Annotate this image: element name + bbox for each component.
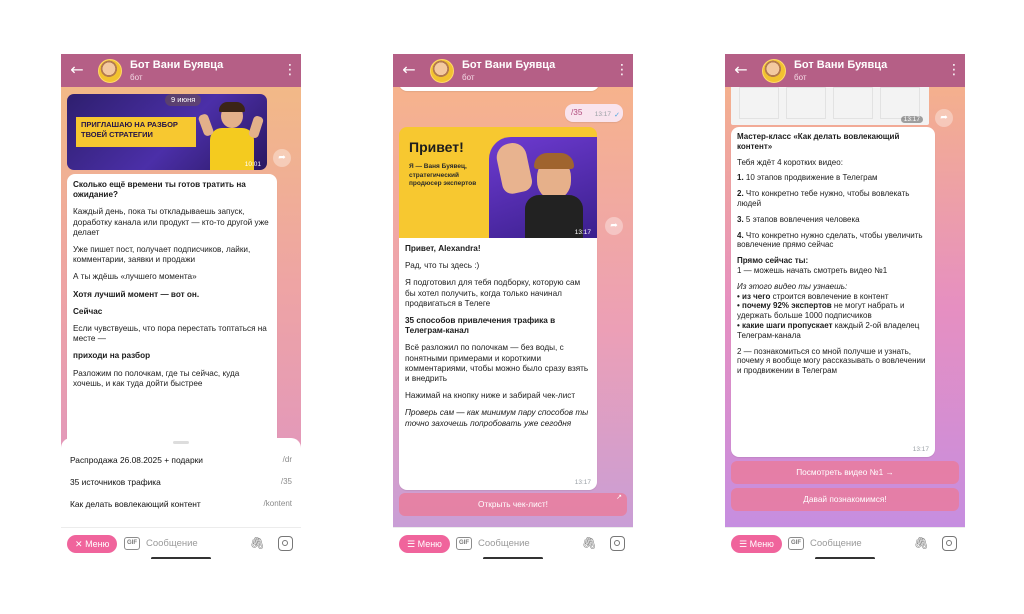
promo-title: Привет! (409, 139, 464, 155)
message-text-bold: Прямо сейчас ты: (737, 256, 809, 266)
message-bubble[interactable]: Мастер-класс «Как делать вовлекающий контент» Тебя ждёт 4 коротких видео: 1. 10 этапов продвижение в Телеграм 2. Что конкретно тебе нужно, чтобы вовлекать людей 3. 5 этапов вовлечения человека 4. Что конкретно нужно сделать, чтобы увеличить вовлечение прямо сейчас Прямо сейчас ты: 1 — можешь начать смотреть видео №1 Из этого видео ты узнаешь: • из чего строится вовлечение в контент • почему 92% экспертов не могут набрать и удержать больше 1000 подписчиков • какие шаги пропускает каждый 2-ой владелец Телеграм-канала 2 — познакомиться со мной получше и узнать, почему я вообще могу рассказывать о вовлечении и продвижении в Телеграм 13:17 (731, 127, 935, 457)
more-vertical-icon[interactable]: ⋮ (947, 62, 961, 78)
message-bubble[interactable] (399, 238, 597, 490)
promo-image[interactable] (399, 127, 597, 238)
message-input[interactable]: Сообщение (478, 538, 530, 549)
message-time: 13:17 (594, 110, 611, 118)
message-time: 13:17 (912, 446, 929, 454)
promo-text: Я — Ваня Буявец, стратегический продюсер экспертов (409, 163, 477, 187)
promo-headline-box (76, 117, 196, 147)
message-text-bold: Сейчас (73, 306, 103, 316)
menu-label: Меню (85, 539, 110, 549)
menu-button[interactable] (399, 535, 450, 553)
menu-button[interactable] (67, 535, 117, 553)
message-text-bold: Хотя лучший момент — вот он. (73, 289, 200, 299)
chat-title[interactable]: Бот Вани Буявца (130, 59, 224, 71)
arrow-left-icon[interactable]: ← (70, 60, 84, 79)
message-text: Если чувствуешь, что пора перестать топтаться на месте — (73, 324, 267, 344)
button-label: Открыть чек-лист! (478, 499, 548, 509)
chat-area[interactable] (393, 87, 633, 527)
message-text-italic: Проверь сам — как минимум пару способов ты точно захочешь попробовать уже сегодня (405, 408, 589, 428)
command-slash: /35 (280, 477, 292, 486)
message-text: 1 — можешь начать смотреть видео №1 (737, 265, 888, 275)
gif-icon[interactable]: GIF (788, 537, 804, 550)
chat-subtitle: бот (130, 73, 143, 82)
message-text: Нажимай на кнопку ниже и забирай чек-лист (405, 391, 576, 401)
menu-label: Меню (417, 539, 442, 549)
more-vertical-icon[interactable]: ⋮ (283, 62, 297, 78)
message-text: Уже пишет пост, получает подписчиков, лайки, комментарии, заявки и продажи (73, 245, 251, 265)
watch-video-button[interactable]: Посмотреть видео №1 → (731, 461, 959, 484)
arrow-left-icon[interactable]: ← (402, 60, 416, 79)
menu-icon: ☰ (739, 540, 748, 550)
command-text: /35 (571, 108, 583, 117)
command-label: Как делать вовлекающий контент (70, 499, 201, 509)
share-icon[interactable]: ➦ (273, 149, 291, 167)
image-time: 13:17 (901, 116, 923, 123)
paperclip-icon[interactable]: 🖇 (249, 536, 265, 550)
phone-screen-2 (393, 54, 633, 559)
message-text: Разложим по полочкам, где ты сейчас, куда хочешь, и как туда дойти быстрее (73, 368, 240, 388)
chat-header (61, 54, 301, 87)
input-bar (393, 527, 633, 559)
command-item[interactable] (70, 450, 292, 470)
bot-commands-panel (61, 438, 301, 527)
menu-label: Меню (749, 539, 774, 549)
menu-icon: ☰ (407, 540, 416, 550)
message-bubble[interactable] (67, 174, 277, 472)
message-text: Всё разложил по полочкам — без воды, с понятными примерами и короткими комментариями, чтобы можно было сразу взять и внедрить (405, 343, 589, 384)
chat-header (393, 54, 633, 87)
menu-button[interactable] (731, 535, 782, 553)
message-text-italic: Из этого видео ты узнаешь: (737, 281, 848, 291)
double-check-icon: ✓ (614, 110, 620, 119)
phone-screen-1 (61, 54, 301, 559)
avatar[interactable] (762, 59, 786, 83)
panel-grip[interactable] (173, 441, 189, 444)
command-item[interactable] (70, 472, 292, 492)
message-input[interactable]: Сообщение (810, 538, 862, 549)
chat-area[interactable] (725, 87, 965, 527)
close-icon: ✕ (75, 540, 83, 550)
message-text: Рад, что ты здесь :) (405, 261, 480, 271)
chat-title[interactable]: Бот Вани Буявца (462, 59, 556, 71)
command-label: Распродажа 26.08.2025 + подарки (70, 455, 203, 465)
message-text-bold: Мастер-класс «Как делать вовлекающий контент» (737, 132, 900, 151)
open-checklist-button[interactable] (399, 493, 627, 516)
more-vertical-icon[interactable]: ⋮ (615, 62, 629, 78)
presenter-photo (489, 137, 597, 238)
chat-subtitle: бот (462, 73, 475, 82)
message-text: Каждый день, пока ты откладываешь запуск, доработку канала или продукт — кто-то другой уже делает (73, 207, 269, 237)
command-slash: /kontent (263, 499, 292, 508)
image-grid[interactable] (731, 87, 929, 125)
avatar[interactable] (98, 59, 122, 83)
promo-line-2: ТВОЕЙ СТРАТЕГИИ (81, 130, 153, 139)
home-indicator (151, 557, 211, 559)
outgoing-message[interactable] (565, 104, 623, 122)
message-text-bold: Привет, Alexandra! (405, 244, 481, 253)
camera-icon[interactable] (942, 536, 957, 551)
promo-image[interactable] (67, 94, 267, 170)
gif-icon[interactable]: GIF (124, 537, 140, 550)
chat-title[interactable]: Бот Вани Буявца (794, 59, 888, 71)
input-bar (725, 527, 965, 559)
date-chip: 9 июня (165, 94, 201, 106)
share-icon[interactable]: ➦ (605, 217, 623, 235)
promo-time: 10:01 (244, 161, 261, 168)
arrow-left-icon[interactable]: ← (734, 60, 748, 79)
message-text-bold: приходи на разбор (73, 351, 151, 361)
paperclip-icon[interactable]: 🖇 (913, 536, 929, 550)
share-icon[interactable]: ➦ (935, 109, 953, 127)
command-item[interactable] (70, 494, 292, 514)
chat-subtitle: бот (794, 73, 807, 82)
promo-line-1: ПРИГЛАШАЮ НА РАЗБОР (81, 120, 178, 129)
message-input[interactable]: Сообщение (146, 538, 198, 549)
external-link-icon: ↗ (616, 493, 622, 501)
message-text: 2 — познакомиться со мной получше и узнать, почему я вообще могу рассказывать о вовлечении и продвижении в Телеграм (737, 346, 926, 376)
promo-time: 13:17 (574, 229, 591, 236)
message-text: Тебя ждёт 4 коротких видео: (737, 157, 843, 167)
phone-screen-3 (725, 54, 965, 559)
presenter-photo (207, 100, 257, 170)
input-bar (61, 527, 301, 559)
partial-bubble-top (399, 87, 599, 91)
message-text: Я подготовил для тебя подборку, которую сам бы хотел получить, когда только начинал продвигаться в Телеге (405, 278, 581, 308)
get-acquainted-button[interactable]: Давай познакомимся! (731, 488, 959, 511)
message-text-bold: 35 способов привлечения трафика в Телеграм-канал (405, 316, 556, 336)
command-slash: /dr (282, 455, 292, 464)
camera-icon[interactable] (278, 536, 293, 551)
camera-icon[interactable] (610, 536, 625, 551)
chat-header (725, 54, 965, 87)
message-time: 13:17 (574, 478, 591, 486)
paperclip-icon[interactable]: 🖇 (581, 536, 597, 550)
message-text-bold: Сколько ещё времени ты готов тратить на ожидание? (73, 180, 246, 200)
home-indicator (483, 557, 543, 559)
command-label: 35 источников трафика (70, 477, 161, 487)
avatar[interactable] (430, 59, 454, 83)
home-indicator (815, 557, 875, 559)
gif-icon[interactable]: GIF (456, 537, 472, 550)
message-text: А ты ждёшь «лучшего момента» (73, 272, 197, 282)
